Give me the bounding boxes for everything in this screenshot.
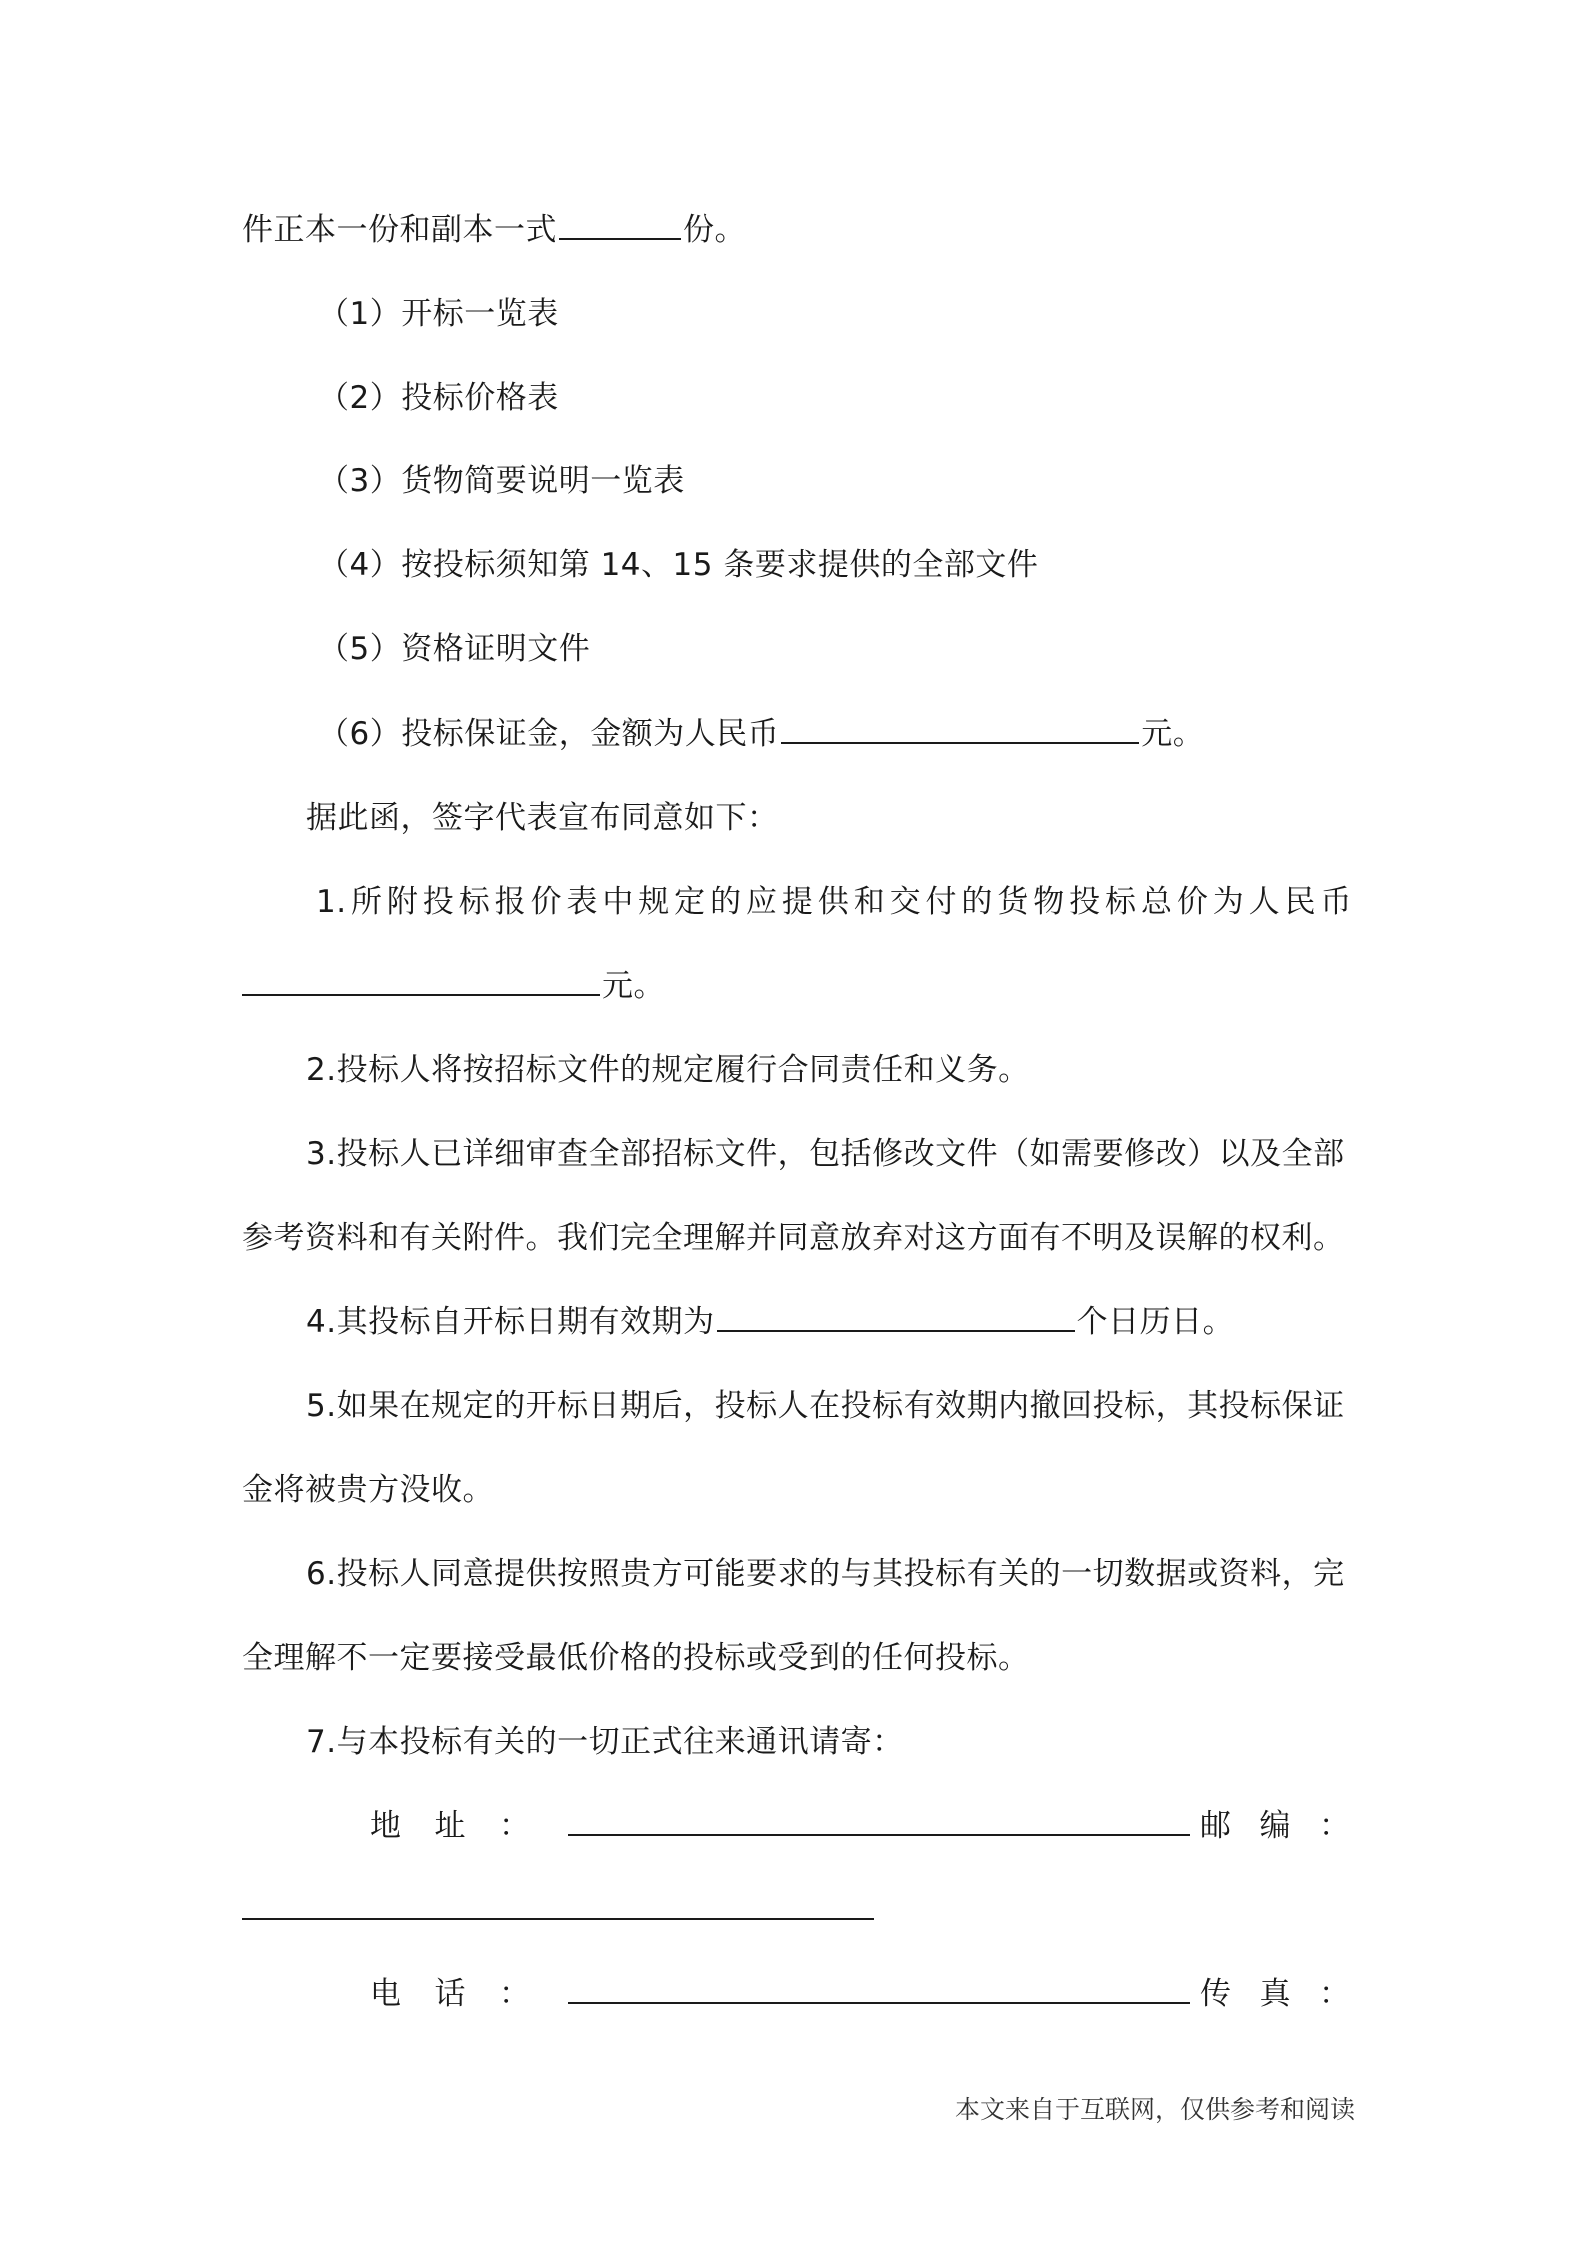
address-blank [568,1830,1190,1836]
phone-row [370,1972,1352,2016]
validity-text: 4.其投标自开标日期有效期为 [306,1304,715,1340]
copies-suffix: 份。 [683,212,746,248]
clause-3-line-1: 3.投标人已详细审查全部招标文件，包括修改文件（如需要修改）以及全部 [306,1136,1345,1172]
declaration-text: 据此函，签字代表宣布同意如下： [306,800,779,836]
phone-blank [568,1998,1190,2004]
validity-suffix: 个日历日。 [1076,1304,1235,1340]
address-row [370,1804,1352,1848]
clause-1-line-1: 1.所附投标报价表中规定的应提供和交付的货物投标总价为人民币 [316,884,1352,920]
address-label: 地 址 ： [370,1808,530,1844]
clause-4 [306,1300,1416,1344]
postcode-blank [242,1914,874,1920]
copies-blank [559,234,681,240]
list-item-5: （5）资格证明文件 [318,631,591,667]
copies-text: 件正本一份和副本一式 [242,212,557,248]
deposit-suffix: 元。 [1141,716,1205,752]
deposit-blank [781,738,1139,744]
deposit-text: （6）投标保证金，金额为人民币 [318,716,780,752]
total-price-suffix: 元。 [602,968,665,1004]
list-item-6 [318,712,1428,756]
phone-label: 电 话 ： [370,1976,530,2012]
clause-5-line-2: 金将被贵方没收。 [242,1472,494,1508]
clause-3-line-2: 参考资料和有关附件。我们完全理解并同意放弃对这方面有不明及误解的权利。 [242,1220,1345,1256]
copies-line [242,208,1352,252]
list-item-3: （3）货物简要说明一览表 [318,463,685,499]
clause-7: 7.与本投标有关的一切正式往来通讯请寄： [306,1724,904,1760]
clause-5-line-1: 5.如果在规定的开标日期后，投标人在投标有效期内撤回投标，其投标保证 [306,1388,1345,1424]
validity-blank [717,1326,1075,1332]
postcode-label: 邮 编 ： [1200,1808,1350,1844]
clause-6-line-2: 全理解不一定要接受最低价格的投标或受到的任何投标。 [242,1640,1030,1676]
footer-note: 本文来自于互联网，仅供参考和阅读 [955,2095,1356,2124]
clause-6-line-1: 6.投标人同意提供按照贵方可能要求的与其投标有关的一切数据或资料，完 [306,1556,1345,1592]
list-item-4: （4）按投标须知第 14、15 条要求提供的全部文件 [318,547,1039,583]
postcode-line [242,1888,1352,1932]
fax-label: 传 真 ： [1200,1976,1350,2012]
clause-1-line-2 [242,964,1352,1008]
clause-2: 2.投标人将按招标文件的规定履行合同责任和义务。 [306,1052,1030,1088]
total-price-blank [242,990,600,996]
list-item-2: （2）投标价格表 [318,380,559,416]
list-item-1: （1）开标一览表 [318,296,559,332]
